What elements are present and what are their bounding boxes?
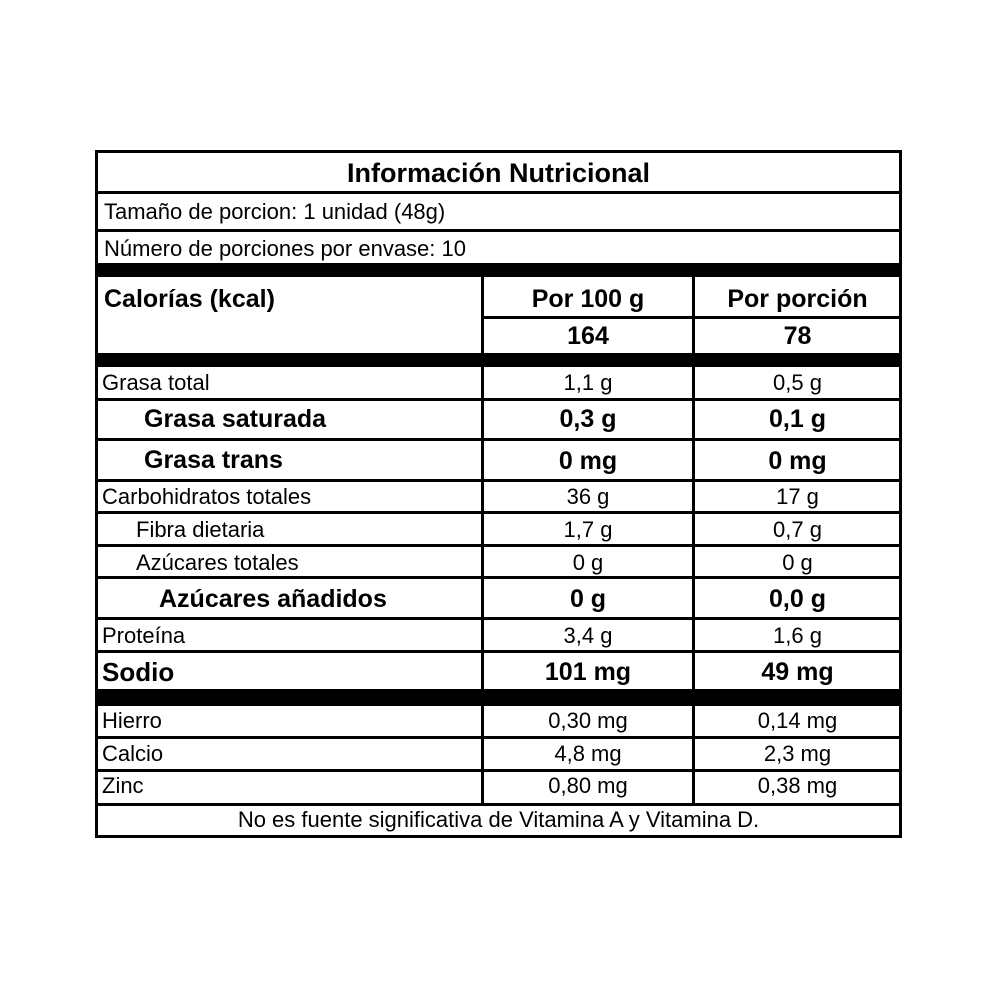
- calories-label: Calorías (kcal): [104, 285, 275, 313]
- thick-divider: [98, 263, 899, 277]
- divider: [98, 438, 899, 441]
- mineral-value-per-serving: 0,38 mg: [757, 773, 838, 798]
- nutrient-name: Sodio: [102, 657, 175, 687]
- serving-size: Tamaño de porcion: 1 unidad (48g): [104, 199, 446, 224]
- nutrient-value-per-serving: 1,6 g: [773, 623, 822, 648]
- divider: [98, 617, 899, 620]
- nutrition-facts-table: [95, 150, 902, 838]
- nutrient-value-per-serving: 0 mg: [768, 447, 827, 475]
- divider: [98, 650, 899, 653]
- divider: [98, 511, 899, 514]
- servings-per-container: Número de porciones por envase: 10: [104, 236, 466, 261]
- nutrient-name: Azúcares añadidos: [159, 585, 387, 613]
- divider: [98, 803, 899, 806]
- nutrient-value-per-100g: 0,3 g: [559, 405, 617, 433]
- mineral-value-per-100g: 0,30 mg: [548, 708, 628, 733]
- nutrient-value-per-100g: 1,7 g: [563, 517, 613, 542]
- divider: [481, 316, 899, 319]
- mineral-value-per-serving: 2,3 mg: [763, 741, 832, 766]
- nutrient-value-per-100g: 0 mg: [558, 447, 618, 475]
- nutrient-value-per-serving: 17 g: [776, 484, 819, 509]
- nutrient-value-per-100g: 101 mg: [544, 658, 632, 686]
- nutrient-name: Carbohidratos totales: [102, 484, 312, 509]
- divider: [98, 576, 899, 579]
- nutrient-value-per-100g: 1,1 g: [563, 370, 613, 395]
- nutrient-value-per-serving: 0 g: [782, 550, 813, 575]
- divider: [98, 736, 899, 739]
- mineral-name: Calcio: [102, 741, 164, 766]
- mineral-value-per-100g: 0,80 mg: [548, 773, 628, 798]
- divider: [98, 398, 899, 401]
- divider: [98, 191, 899, 194]
- nutrient-value-per-100g: 3,4 g: [563, 623, 613, 648]
- divider: [98, 479, 899, 482]
- column-header-per-serving: Por porción: [727, 285, 868, 313]
- nutrient-value-per-serving: 0,0 g: [769, 585, 826, 613]
- nutrient-name: Fibra dietaria: [136, 517, 265, 542]
- nutrient-name: Azúcares totales: [136, 550, 299, 575]
- nutrient-value-per-serving: 0,1 g: [769, 405, 826, 433]
- nutrient-value-per-serving: 49 mg: [761, 658, 834, 686]
- calories-per-100g: 164: [567, 322, 609, 350]
- nutrient-value-per-100g: 0 g: [572, 550, 604, 575]
- mineral-value-per-serving: 0,14 mg: [757, 708, 838, 733]
- nutrient-name: Grasa saturada: [144, 405, 327, 433]
- nutrient-value-per-serving: 0,5 g: [773, 370, 822, 395]
- column-header-per-100g: Por 100 g: [531, 285, 645, 313]
- divider: [98, 229, 899, 232]
- mineral-name: Hierro: [102, 708, 162, 733]
- divider: [98, 544, 899, 547]
- nutrient-value-per-100g: 36 g: [566, 484, 610, 509]
- nutrient-value-per-serving: 0,7 g: [773, 517, 822, 542]
- nutrient-name: Grasa trans: [144, 446, 283, 474]
- thick-divider: [98, 353, 899, 367]
- divider: [98, 769, 899, 772]
- thick-divider: [98, 689, 899, 706]
- mineral-value-per-100g: 4,8 mg: [554, 741, 622, 766]
- table-title: Información Nutricional: [346, 158, 651, 188]
- footer-note: No es fuente significativa de Vitamina A y Vitamina D.: [237, 807, 760, 832]
- nutrient-name: Grasa total: [102, 370, 210, 395]
- nutrient-name: Proteína: [102, 623, 186, 648]
- calories-per-serving: 78: [783, 322, 812, 350]
- nutrient-value-per-100g: 0 g: [569, 585, 607, 613]
- mineral-name: Zinc: [102, 773, 144, 798]
